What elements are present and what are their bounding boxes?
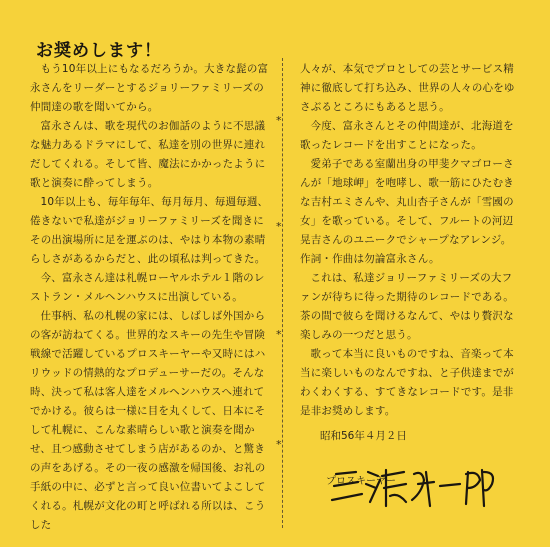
page-title: お奨めします！: [36, 41, 162, 61]
paragraph: 仕事柄、私の札幌の家には、しばしば外国からの客が訪ねてくる。世界的なスキーの先生や冒険戦線で活躍しているプロスキーヤーや又時にはハリウッドの情熱的なプロデューサーだの。そんな時、決って私は客人達をメルヘンハウスへ連れてでかける。彼らは一様に目を丸くして、日本にそして札幌に、こんな素晴らしい歌と演奏を聞かせ、且つ感動させてしまう店があるのか、と驚きの声をあげる。その一夜の感激を帰国後、お礼の手紙の中に、必ずと言って良い位書いてよこしてくれる。札幌が文化の町と呼ばれる所以は、こうした: [30, 310, 266, 531]
paragraph: もう10年以上にもなるだろうか。大きな髭の富永さんをリーダーとするジョリーファミリーズの仲間達の歌を聞いてから。: [30, 63, 269, 113]
left-column: [30, 60, 270, 535]
paragraph: 人々が、本気でプロとしての芸とサービス精神に徹底して打ち込み、世界の人々の心をゆさぶるところにもあると思う。: [300, 63, 515, 113]
right-column: [300, 60, 520, 487]
star-ornament: *: [276, 220, 282, 233]
star-ornament: *: [276, 328, 282, 341]
author-role: プロスキーヤー: [326, 476, 396, 487]
paragraph: これは、私達ジョリーファミリーズの大ファンが待ちに待った期待のレコードである。茶の間で彼らを聞けるなんて、やはり贅沢な楽しみの一つだと思う。: [300, 272, 514, 341]
paragraph: 歌って本当に良いものですね、音楽って本当に楽しいものなんですね、と子供達までがわくわくする、すてきなレコードです。是非是非お奨めします。: [300, 348, 514, 417]
column-divider: [282, 58, 285, 528]
star-ornament: *: [276, 438, 282, 451]
paragraph: 今、富永さん達は札幌ローヤルホテル１階のレストラン・メルヘンハウスに出演している。: [30, 272, 265, 303]
paragraph: 今度、富永さんとその仲間達が、北海道を歌ったレコードを出すことになった。: [300, 120, 514, 151]
handwritten-signature: [326, 462, 506, 512]
paragraph: 愛弟子である室蘭出身の甲斐クマゴローさんが「地球岬」を咆哮し、歌一筋にひたむきな吉村エミさんや、丸山杏子さんが「雪國の女」を歌っている。そして、フルートの河辺晃吉さんのユニークでシャープなアレンジ。作詞・作曲は勿論富永さん。: [300, 158, 514, 265]
paragraph: 富永さんは、歌を現代のお伽話のように不思議な魅力あるドラマにして、私達を別の世界に連れだしてくれる。そして皆、魔法にかかったように歌と演奏に酔ってしまう。: [30, 120, 266, 189]
date-line: 昭和56年４月２日: [320, 430, 407, 442]
star-ornament: *: [276, 114, 282, 127]
paragraph: 10年以上も、毎年毎年、毎月毎月、毎週毎週、倦きないで私達がジョリーファミリーズを聞きにその出演場所に足を運ぶのは、やはり本物の素晴らしさがあるからだと、此の頃私は判ってきた。: [30, 196, 269, 265]
